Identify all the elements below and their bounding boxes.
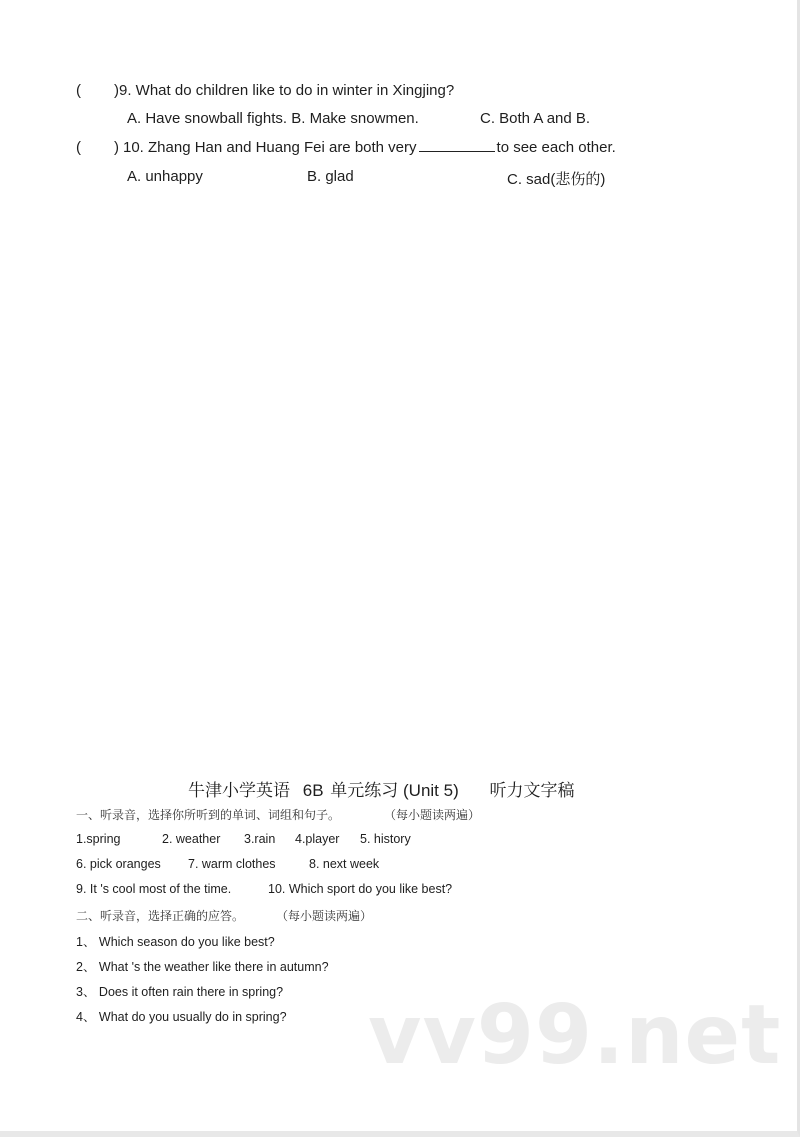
question-10-option-b: B. glad	[307, 168, 354, 185]
section-1-item: 8. next week	[309, 857, 380, 871]
question-9-option-c: C. Both A and B.	[480, 110, 591, 127]
answer-paren-open-q10: (	[76, 139, 81, 156]
question-10-text-after: to see each other.	[496, 139, 616, 156]
answer-paren-close-q10: )	[114, 139, 119, 156]
section-1-heading: 一、听录音，选择你所听到的单词、词组和句子。	[76, 808, 341, 822]
title-unit-cn: 单元练习	[330, 781, 399, 801]
section-2-heading: 二、听录音，选择正确的应答。	[76, 909, 245, 923]
question-10-text	[123, 139, 616, 156]
option-c-label: C. sad(	[507, 171, 556, 188]
section-2-item: 4、 What do you usually do in spring?	[76, 1010, 287, 1024]
title-unit: (Unit 5)	[403, 781, 459, 800]
section-2-item: 2、 What 's the weather like there in autumn?	[76, 960, 329, 974]
title-grade: 6B	[302, 781, 324, 800]
title-cn: 牛津小学英语	[188, 781, 290, 801]
question-10-text-before: 10. Zhang Han and Huang Fei are both very	[123, 139, 417, 156]
question-10-option-c	[507, 168, 605, 189]
section-1-item: 5. history	[360, 832, 411, 846]
title-suffix-cn: 听力文字稿	[489, 781, 575, 801]
fill-blank	[419, 139, 495, 152]
section-1-item: 2. weather	[162, 832, 221, 846]
section-1-item: 1.spring	[76, 832, 121, 846]
section-1-item: 4.player	[295, 832, 340, 846]
question-9-options-ab: A. Have snowball fights. B. Make snowmen.	[127, 110, 419, 127]
section-1-item: 7. warm clothes	[188, 857, 276, 871]
section-1-item: 3.rain	[244, 832, 276, 846]
question-10-option-a: A. unhappy	[127, 168, 203, 185]
section-1-item: 10. Which sport do you like best?	[268, 882, 453, 896]
option-c-close: )	[600, 171, 606, 188]
section-1-item: 6. pick oranges	[76, 857, 161, 871]
watermark: vv99.net	[368, 988, 782, 1083]
section-1-note: （每小题读两遍）	[384, 808, 481, 822]
section-2-item: 3、 Does it often rain there in spring?	[76, 985, 284, 999]
answer-paren-close-q9: )	[114, 82, 119, 99]
section-2-item: 1、 Which season do you like best?	[76, 935, 275, 949]
question-9-text: 9. What do children like to do in winter in Xingjing?	[119, 82, 455, 99]
section-2-note: （每小题读两遍）	[276, 909, 373, 923]
section-1-item: 9. It 's cool most of the time.	[76, 882, 232, 896]
answer-paren-open-q9: (	[76, 82, 81, 99]
script-title	[188, 776, 574, 801]
option-c-cn: 悲伤的	[555, 170, 601, 188]
